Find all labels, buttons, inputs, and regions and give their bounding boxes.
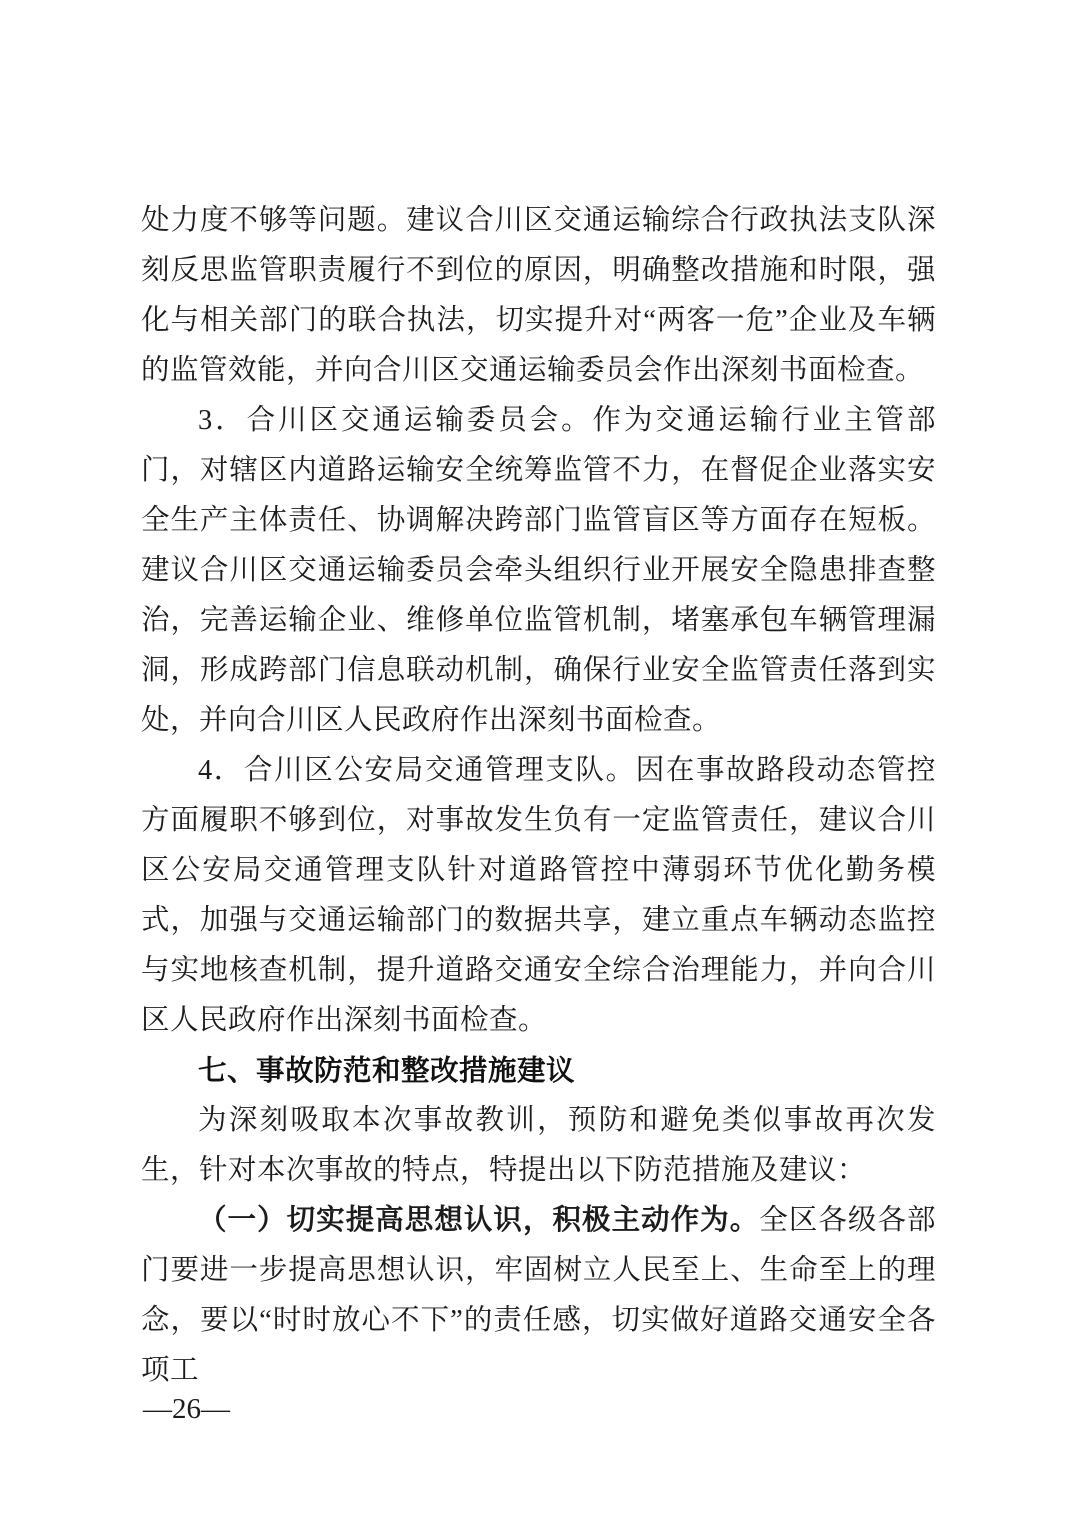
measure-1-body: 全区各级各部门要进一步提高思想认识，牢固树立人民至上、生命至上的理念，要以“时时放心不下”的责任感，切实做好道路交通安全各项工 bbox=[141, 1205, 936, 1386]
page-footer bbox=[143, 1392, 230, 1426]
page-number: —26— bbox=[143, 1393, 230, 1425]
paragraph-intro: 为深刻吸取本次事故教训，预防和避免类似事故再次发生，针对本次事故的特点，特提出以下防范措施及建议： bbox=[141, 1105, 936, 1186]
paragraph-item-4: 4．合川区公安局交通管理支队。因在事故路段动态管控方面履职不够到位，对事故发生负有一定监管责任，建议合川区公安局交通管理支队针对道路管控中薄弱环节优化勤务模式，加强与交通运输部门的数据共享，建立重点车辆动态监控与实地核查机制，提升道路交通安全综合治理能力，并向合川区人民政府作出深刻书面检查。 bbox=[141, 755, 936, 1036]
measure-1-lead: （一）切实提高思想认识，积极主动作为。 bbox=[198, 1205, 760, 1236]
paragraph-item-3: 3．合川区交通运输委员会。作为交通运输行业主管部门，对辖区内道路运输安全统筹监管不力，在督促企业落实安全生产主体责任、协调解决跨部门监管盲区等方面存在短板。建议合川区交通运输委员会牵头组织行业开展安全隐患排查整治，完善运输企业、维修单位监管机制，堵塞承包车辆管理漏洞，形成跨部门信息联动机制，确保行业安全监管责任落到实处，并向合川区人民政府作出深刻书面检查。 bbox=[141, 405, 936, 736]
paragraph-measure-1 bbox=[141, 1196, 936, 1396]
document-body bbox=[141, 196, 936, 1396]
paragraph-continuation: 处力度不够等问题。建议合川区交通运输综合行政执法支队深刻反思监管职责履行不到位的原因，明确整改措施和时限，强化与相关部门的联合执法，切实提升对“两客一危”企业及车辆的监管效能，并向合川区交通运输委员会作出深刻书面检查。 bbox=[141, 205, 936, 386]
section-heading-seven: 七、事故防范和整改措施建议 bbox=[198, 1055, 576, 1087]
